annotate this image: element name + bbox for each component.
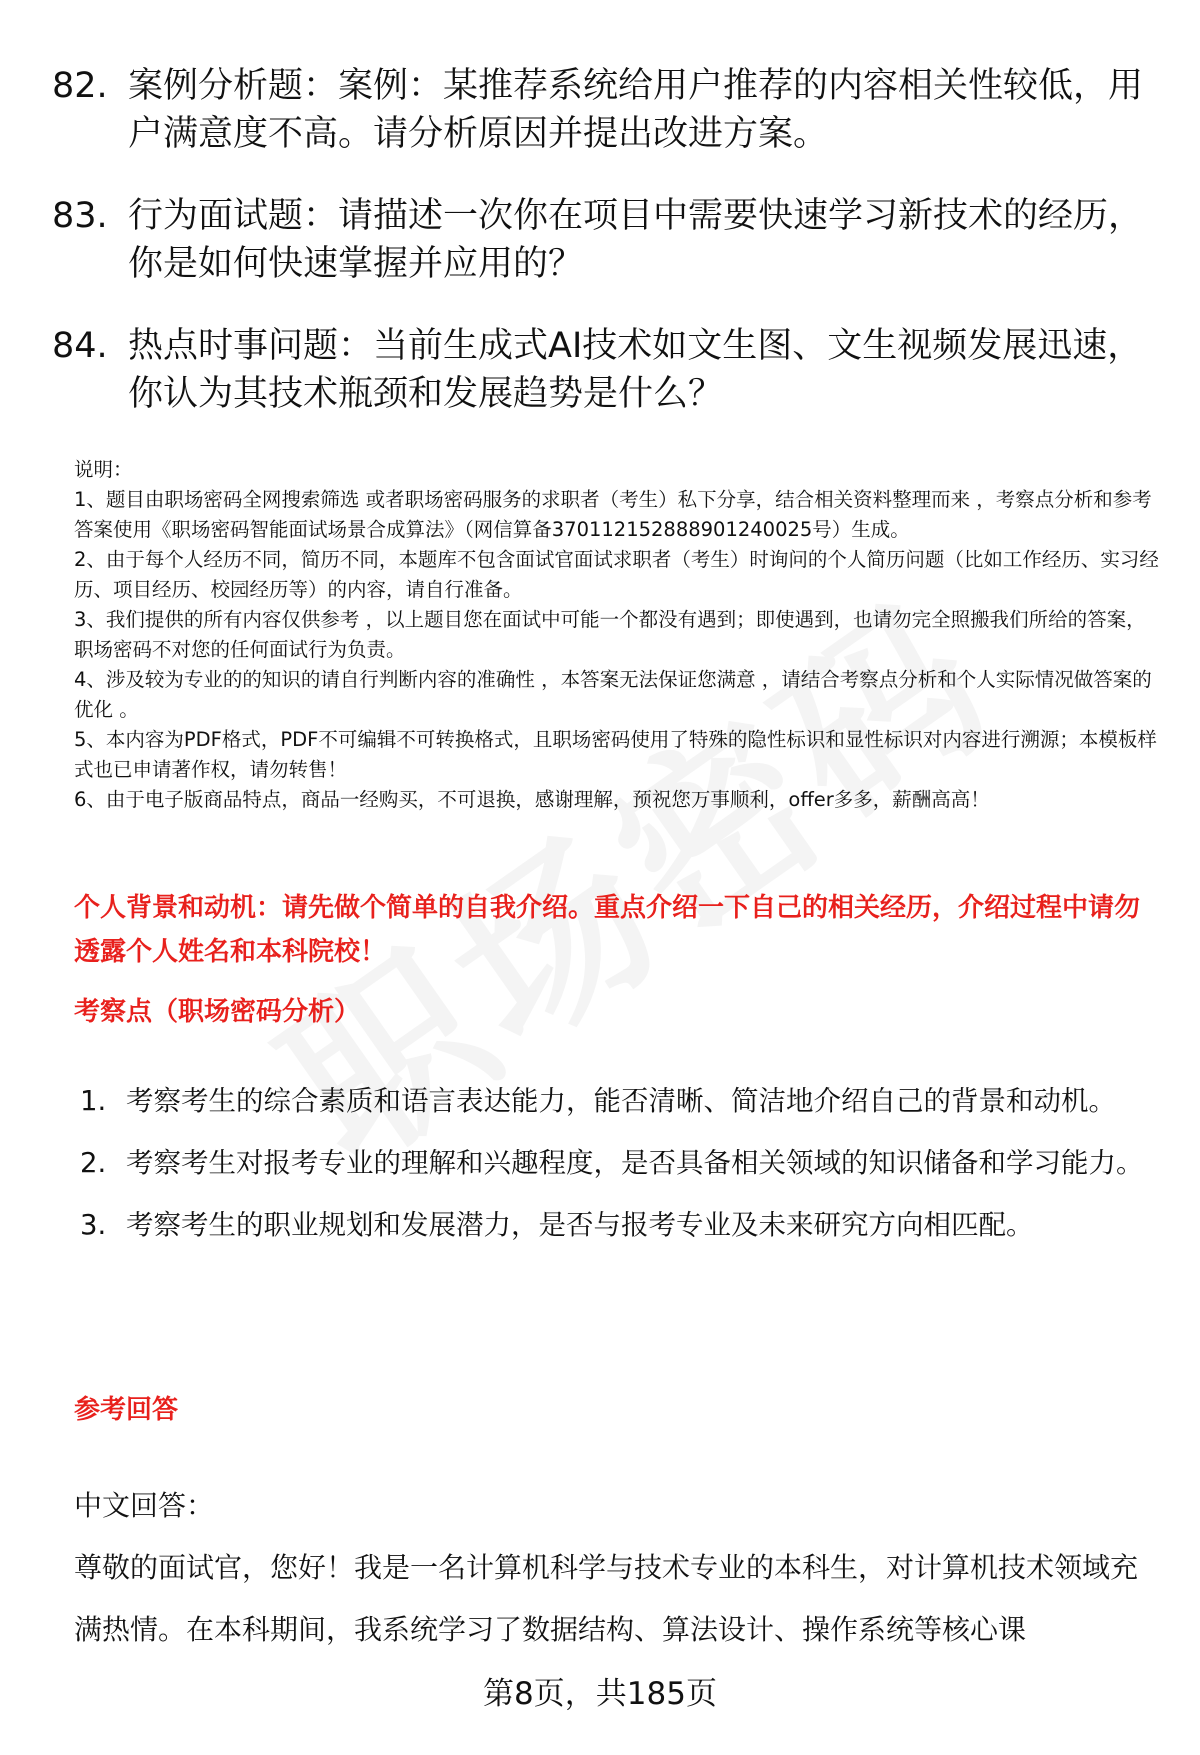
point-number: 2. bbox=[80, 1147, 107, 1179]
question-text: 案例分析题：案例：某推荐系统给用户推荐的内容相关性较低，用户满意度不高。请分析原因并提出改进方案。 bbox=[128, 66, 1144, 154]
question-number: 84. bbox=[52, 326, 108, 366]
notes-section bbox=[74, 455, 1164, 815]
analysis-point bbox=[80, 1132, 1160, 1194]
analysis-point bbox=[80, 1194, 1160, 1256]
question-83 bbox=[52, 192, 1162, 288]
point-text: 考察考生的职业规划和发展潜力，是否与报考专业及未来研究方向相匹配。 bbox=[126, 1209, 1034, 1241]
notes-title: 说明： bbox=[74, 458, 133, 481]
point-number: 1. bbox=[80, 1085, 107, 1117]
note-item: 4、涉及较为专业的的知识的请自行判断内容的准确性 ，本答案无法保证您满意 ，请结合考察点分析和个人实际情况做答案的优化 。 bbox=[74, 668, 1152, 721]
note-item: 2、由于每个人经历不同，简历不同，本题库不包含面试官面试求职者（考生）时询问的个人简历问题（比如工作经历、实习经历、项目经历、校园经历等）的内容，请自行准备。 bbox=[74, 548, 1159, 601]
question-82 bbox=[52, 62, 1162, 158]
answer-section bbox=[74, 1475, 1164, 1661]
note-item: 5、本内容为PDF格式，PDF不可编辑不可转换格式，且职场密码使用了特殊的隐性标识和显性标识对内容进行溯源；本模板样式也已申请著作权，请勿转售！ bbox=[74, 728, 1157, 781]
question-text: 热点时事问题：当前生成式AI技术如文生图、文生视频发展迅速，你认为其技术瓶颈和发展趋势是什么？ bbox=[128, 326, 1143, 414]
page-footer: 第8页，共185页 bbox=[483, 1676, 717, 1712]
answer-title: 参考回答 bbox=[74, 1395, 179, 1425]
background-prompt: 个人背景和动机：请先做个简单的自我介绍。重点介绍一下自己的相关经历，介绍过程中请勿透露个人姓名和本科院校！ bbox=[74, 893, 1141, 967]
analysis-point bbox=[80, 1070, 1160, 1132]
question-text: 行为面试题：请描述一次你在项目中需要快速学习新技术的经历，你是如何快速掌握并应用的？ bbox=[128, 196, 1144, 284]
question-number: 82. bbox=[52, 66, 108, 106]
question-number: 83. bbox=[52, 196, 108, 236]
answer-body: 尊敬的面试官，您好！我是一名计算机科学与技术专业的本科生，对计算机技术领域充满热情。在本科期间，我系统学习了数据结构、算法设计、操作系统等核心课 bbox=[74, 1551, 1139, 1646]
point-text: 考察考生对报考专业的理解和兴趣程度，是否具备相关领域的知识储备和学习能力。 bbox=[126, 1147, 1144, 1179]
answer-label: 中文回答： bbox=[74, 1489, 215, 1522]
note-item: 3、我们提供的所有内容仅供参考 ，以上题目您在面试中可能一个都没有遇到；即使遇到，也请勿完全照搬我们所给的答案，职场密码不对您的任何面试行为负责。 bbox=[74, 608, 1146, 661]
question-84 bbox=[52, 322, 1162, 418]
note-item: 1、题目由职场密码全网搜索筛选 或者职场密码服务的求职者（考生）私下分享，结合相关资料整理而来 ，考察点分析和参考答案使用《职场密码智能面试场景合成算法》（网信算备370112152888901240025号）生成。 bbox=[74, 488, 1152, 541]
watermark bbox=[3, 243, 1200, 1496]
analysis-title: 考察点（职场密码分析） bbox=[74, 997, 361, 1027]
point-number: 3. bbox=[80, 1209, 107, 1241]
analysis-points bbox=[80, 1070, 1160, 1256]
point-text: 考察考生的综合素质和语言表达能力，能否清晰、简洁地介绍自己的背景和动机。 bbox=[126, 1085, 1116, 1117]
note-item: 6、由于电子版商品特点，商品一经购买，不可退换，感谢理解，预祝您万事顺利，offer多多，薪酬高高！ bbox=[74, 788, 990, 811]
